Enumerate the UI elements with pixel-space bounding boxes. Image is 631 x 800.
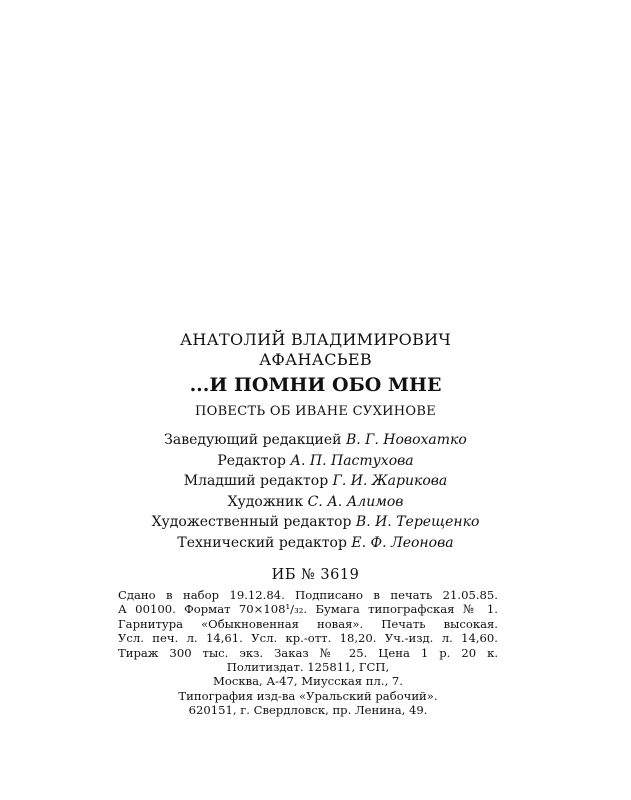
credit-artist [0, 492, 631, 513]
book-subtitle: ПОВЕСТЬ ОБ ИВАНЕ СУХИНОВЕ [194, 404, 437, 419]
credit-role: Редактор [217, 452, 286, 469]
credit-name: В. Г. Новохатко [345, 432, 467, 448]
credit-role: Технический редактор [177, 534, 347, 551]
credit-name: Г. И. Жарикова [332, 473, 448, 489]
imprint-format: А 00100. Формат 70×108¹/₃₂. Бумага типографская № 1. [118, 602, 498, 617]
credit-art-editor [0, 512, 631, 533]
imprint-typeface: Гарнитура «Обыкновенная новая». Печать высокая. [118, 616, 498, 631]
author-first-names: АНАТОЛИЙ ВЛАДИМИРОВИЧ [179, 330, 452, 349]
credit-head-editor [0, 430, 631, 451]
credit-name: А. П. Пастухова [290, 452, 414, 469]
book-title: ...И ПОМНИ ОБО МНЕ [189, 374, 442, 396]
credit-role: Художественный редактор [151, 514, 352, 530]
imprint-print-run: Тираж 300 тыс. экз. Заказ № 25. Цена 1 р. 20 к. [118, 645, 498, 660]
publisher-line-2: Москва, А-47, Миусская пл., 7. [213, 674, 403, 689]
ib-number: ИБ № 3619 [271, 567, 360, 583]
credit-junior-editor [0, 471, 631, 492]
imprint-block [118, 588, 498, 718]
credit-editor [0, 451, 631, 472]
printer-line-1: Типография изд-ва «Уральский рабочий». [178, 688, 438, 703]
author-name [0, 330, 631, 370]
editorial-credits [0, 430, 631, 553]
imprint-dates: Сдано в набор 19.12.84. Подписано в печать 21.05.85. [118, 588, 498, 602]
imprint-sheets: Усл. печ. л. 14,61. Усл. кр.-отт. 18,20. Уч.-изд. л. 14,60. [118, 631, 498, 646]
credit-role: Младший редактор [183, 473, 329, 489]
credit-name: С. А. Алимов [307, 493, 404, 510]
credit-name: В. И. Терещенко [355, 514, 480, 530]
credit-name: Е. Ф. Леонова [351, 534, 454, 551]
author-surname: АФАНАСЬЕВ [259, 350, 372, 369]
publisher-line-1: Политиздат. 125811, ГСП, [226, 660, 390, 675]
printer-line-2: 620151, г. Свердловск, пр. Ленина, 49. [188, 703, 428, 718]
credit-role: Заведующий редакцией [164, 432, 342, 448]
credit-technical-editor [0, 533, 631, 554]
credit-role: Художник [227, 493, 304, 510]
